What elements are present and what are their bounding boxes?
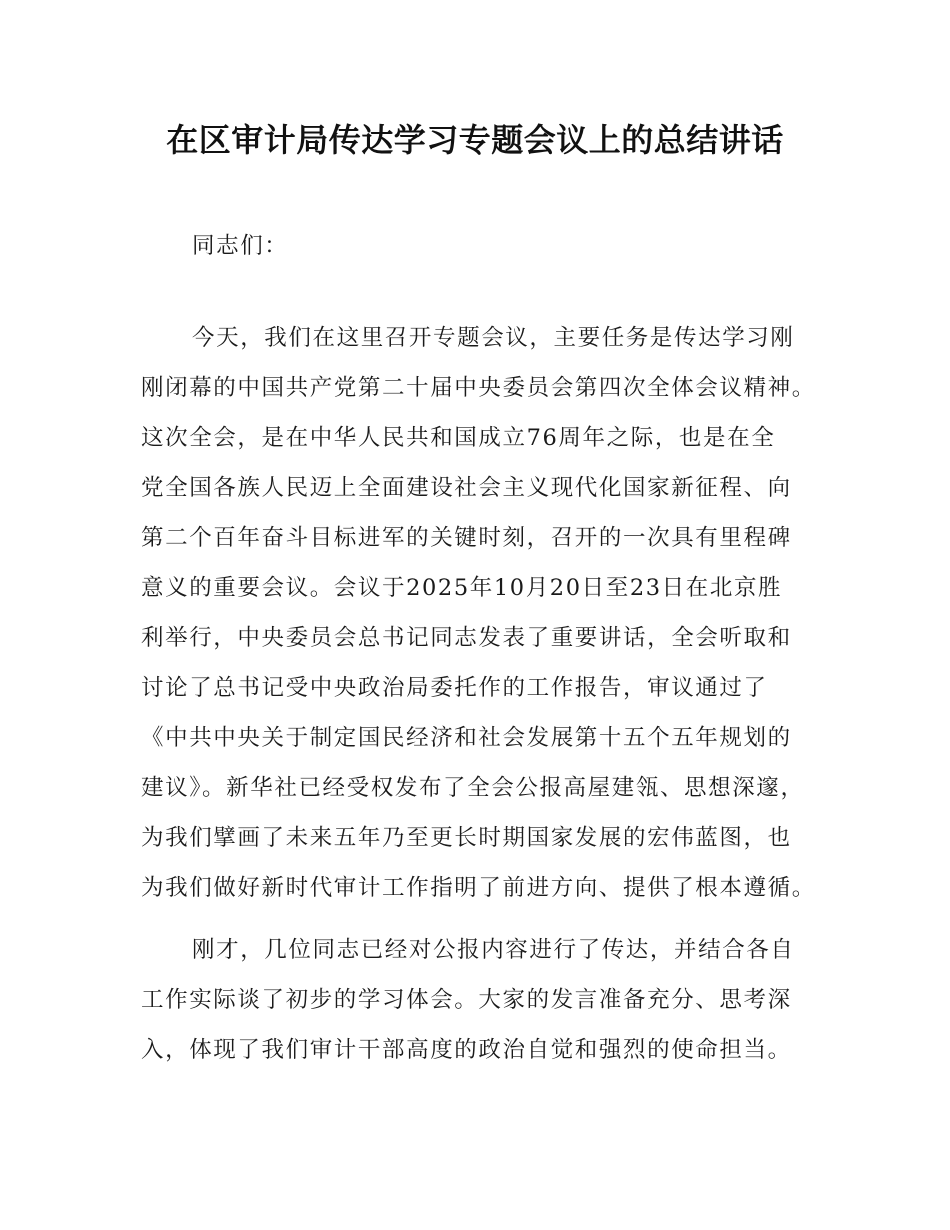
paragraph-line: 党全国各族人民迈上全面建设社会主义现代化国家新征程、向: [141, 475, 792, 501]
paragraph-line: 利举行，中央委员会总书记同志发表了重要讲话，全会听取和: [141, 625, 792, 651]
paragraph-line: 讨论了总书记受中央政治局委托作的工作报告，审议通过了: [141, 675, 768, 701]
paragraph-line: 这次全会，是在中华人民共和国成立76周年之际，也是在全: [141, 425, 776, 451]
paragraph-line: 刚闭幕的中国共产党第二十届中央委员会第四次全体会议精神。: [141, 375, 816, 401]
paragraph-line: 入，体现了我们审计干部高度的政治自觉和强烈的使命担当。: [141, 1037, 792, 1063]
paragraph-line: 今天，我们在这里召开专题会议，主要任务是传达学习刚: [192, 325, 795, 351]
document-title: 在区审计局传达学习专题会议上的总结讲话: [166, 121, 784, 159]
paragraph-line: 建议》。新华社已经受权发布了全会公报高屋建瓴、思想深邃，: [141, 775, 805, 801]
paragraph-line: 《中共中央关于制定国民经济和社会发展第十五个五年规划的: [141, 725, 792, 751]
paragraph-line: 工作实际谈了初步的学习体会。大家的发言准备充分、思考深: [141, 987, 792, 1013]
paragraph-line: 为我们做好新时代审计工作指明了前进方向、提供了根本遵循。: [141, 875, 816, 901]
paragraph-line: 意义的重要会议。会议于2025年10月20日至23日在北京胜: [141, 575, 783, 601]
paragraph-line: 为我们擘画了未来五年乃至更长时期国家发展的宏伟蓝图，也: [141, 825, 792, 851]
salutation: 同志们：: [192, 233, 289, 259]
paragraph-line: 刚才，几位同志已经对公报内容进行了传达，并结合各自: [192, 937, 795, 963]
paragraph-line: 第二个百年奋斗目标进军的关键时刻，召开的一次具有里程碑: [141, 525, 792, 551]
